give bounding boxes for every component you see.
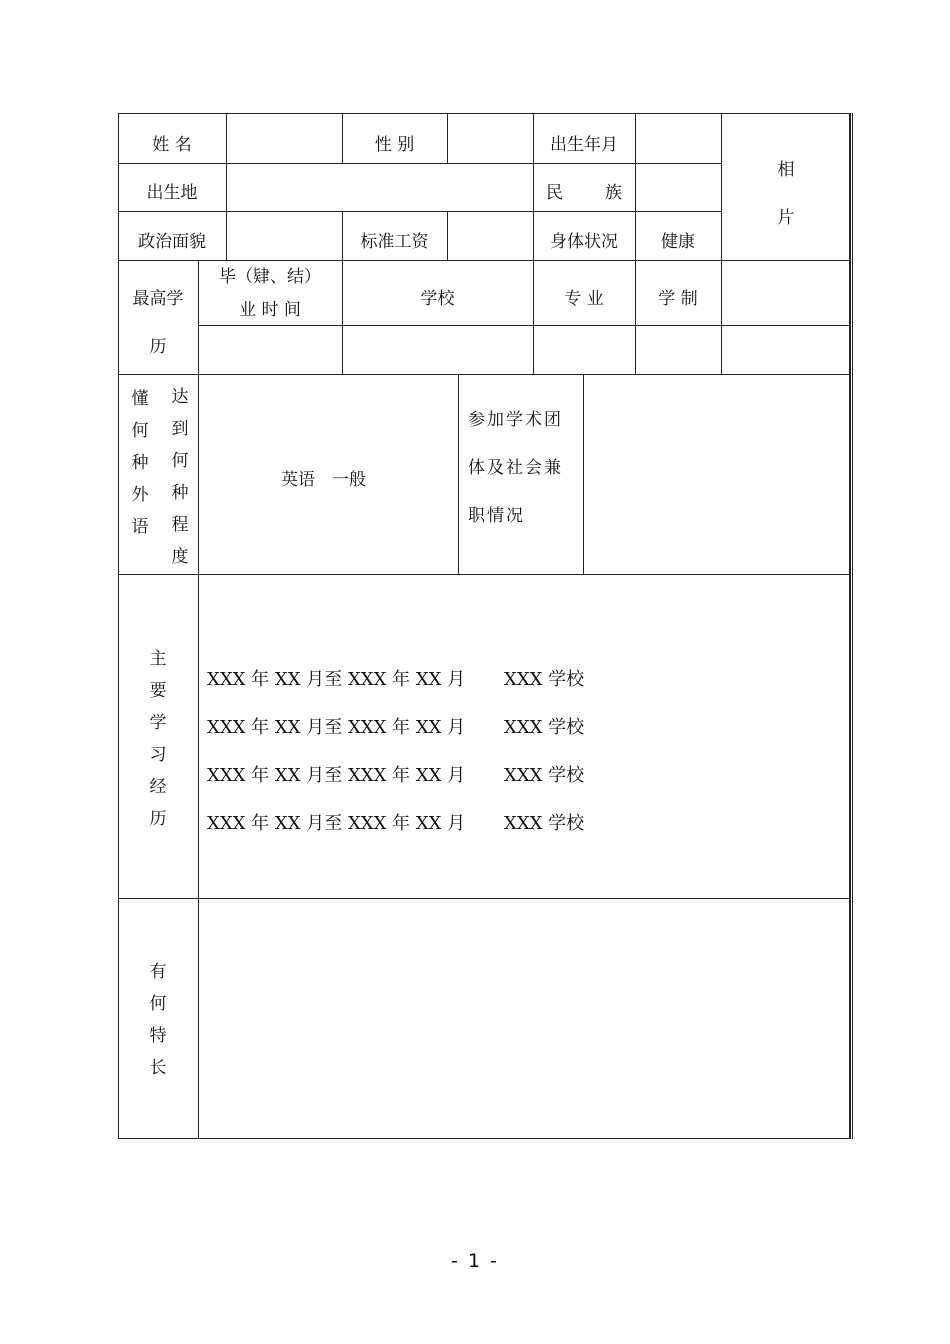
duration-label: 学 制 (658, 289, 698, 309)
graduation-date-field[interactable] (199, 326, 342, 374)
language-label-col2 (170, 381, 190, 573)
study-history-list (207, 656, 584, 848)
col-divider (721, 113, 722, 260)
study-label-char: 主 (149, 649, 167, 669)
study-school: XXX 学校 (504, 765, 585, 786)
specialty-label-char: 特 (149, 1026, 167, 1046)
study-period: XXX 年 XX 月至 XXX 年 XX 月 (207, 717, 466, 738)
study-history-entry (207, 704, 584, 752)
photo-label-1: 相 (777, 160, 795, 180)
study-label-char: 学 (149, 713, 167, 733)
language-label-char: 度 (171, 547, 189, 567)
form-right-double-border (850, 113, 853, 1139)
study-school: XXX 学校 (504, 813, 585, 834)
birth-date-field[interactable] (636, 114, 721, 163)
language-label-char: 达 (171, 387, 189, 407)
associations-label-line: 职情况 (468, 506, 525, 526)
study-label-char: 要 (149, 681, 167, 701)
language-label-char: 种 (171, 483, 189, 503)
study-history-label (148, 643, 168, 835)
health-value: 健康 (661, 232, 695, 252)
specialty-label (148, 956, 168, 1084)
specialty-label-char: 何 (149, 994, 167, 1014)
photo-label-2: 片 (777, 208, 795, 228)
gender-field[interactable] (448, 114, 533, 163)
ethnicity-field[interactable] (636, 164, 721, 211)
study-period: XXX 年 XX 月至 XXX 年 XX 月 (207, 669, 466, 690)
col-divider (458, 374, 459, 574)
language-label-char: 外 (131, 485, 149, 505)
col-divider (198, 374, 199, 574)
language-label-char: 种 (131, 453, 149, 473)
language-value: 英语 一般 (281, 470, 366, 490)
row-divider (118, 211, 722, 212)
name-field[interactable] (227, 114, 342, 163)
birthplace-field[interactable] (227, 164, 533, 211)
study-school: XXX 学校 (504, 669, 585, 690)
associations-label (468, 396, 563, 540)
graduation-label-1: 毕（肄、结） (219, 267, 321, 287)
name-label: 姓 名 (152, 135, 192, 155)
gender-label: 性 别 (374, 135, 415, 155)
education-label-2: 历 (149, 337, 167, 357)
birthplace-label: 出生地 (146, 183, 198, 203)
major-field[interactable] (534, 326, 635, 374)
associations-label-line: 体及社会兼 (468, 458, 563, 478)
political-label: 政治面貌 (138, 232, 206, 252)
study-history-entry (207, 752, 584, 800)
salary-label: 标准工资 (360, 232, 429, 252)
birth-date-label: 出生年月 (550, 135, 618, 155)
study-label-char: 历 (149, 809, 167, 829)
specialty-field[interactable] (199, 899, 850, 1138)
page-number: - 1 - (451, 1250, 499, 1272)
study-period: XXX 年 XX 月至 XXX 年 XX 月 (207, 765, 466, 786)
study-school: XXX 学校 (504, 717, 585, 738)
duration-field[interactable] (636, 326, 721, 374)
graduation-label-2: 业 时 间 (239, 300, 301, 320)
school-label: 学校 (420, 289, 455, 309)
salary-field[interactable] (448, 212, 533, 260)
specialty-label-char: 长 (149, 1058, 167, 1078)
ethnicity-label-text: 民 族 (546, 183, 622, 203)
associations-field[interactable] (584, 375, 850, 574)
study-history-entry (207, 656, 584, 704)
health-label: 身体状况 (550, 232, 618, 252)
school-field[interactable] (343, 326, 533, 374)
education-label-1: 最高学 (132, 289, 184, 309)
language-label-char: 何 (171, 451, 189, 471)
specialty-label-char: 有 (149, 962, 167, 982)
study-period: XXX 年 XX 月至 XXX 年 XX 月 (207, 813, 466, 834)
col-divider (721, 260, 722, 374)
language-label-char: 懂 (131, 389, 149, 409)
row-divider (118, 260, 850, 261)
language-label-char: 何 (131, 421, 149, 441)
study-label-char: 习 (149, 745, 167, 765)
major-label: 专 业 (564, 289, 604, 309)
study-history-entry (207, 800, 584, 848)
study-label-char: 经 (149, 777, 167, 797)
ethnicity-label (546, 185, 622, 202)
language-label-char: 到 (171, 419, 189, 439)
language-label-col1 (130, 383, 150, 543)
row-divider (118, 574, 850, 575)
language-label-char: 程 (171, 515, 189, 535)
political-field[interactable] (227, 212, 342, 260)
language-label-char: 语 (131, 517, 149, 537)
associations-label-line: 参加学术团 (468, 410, 563, 430)
